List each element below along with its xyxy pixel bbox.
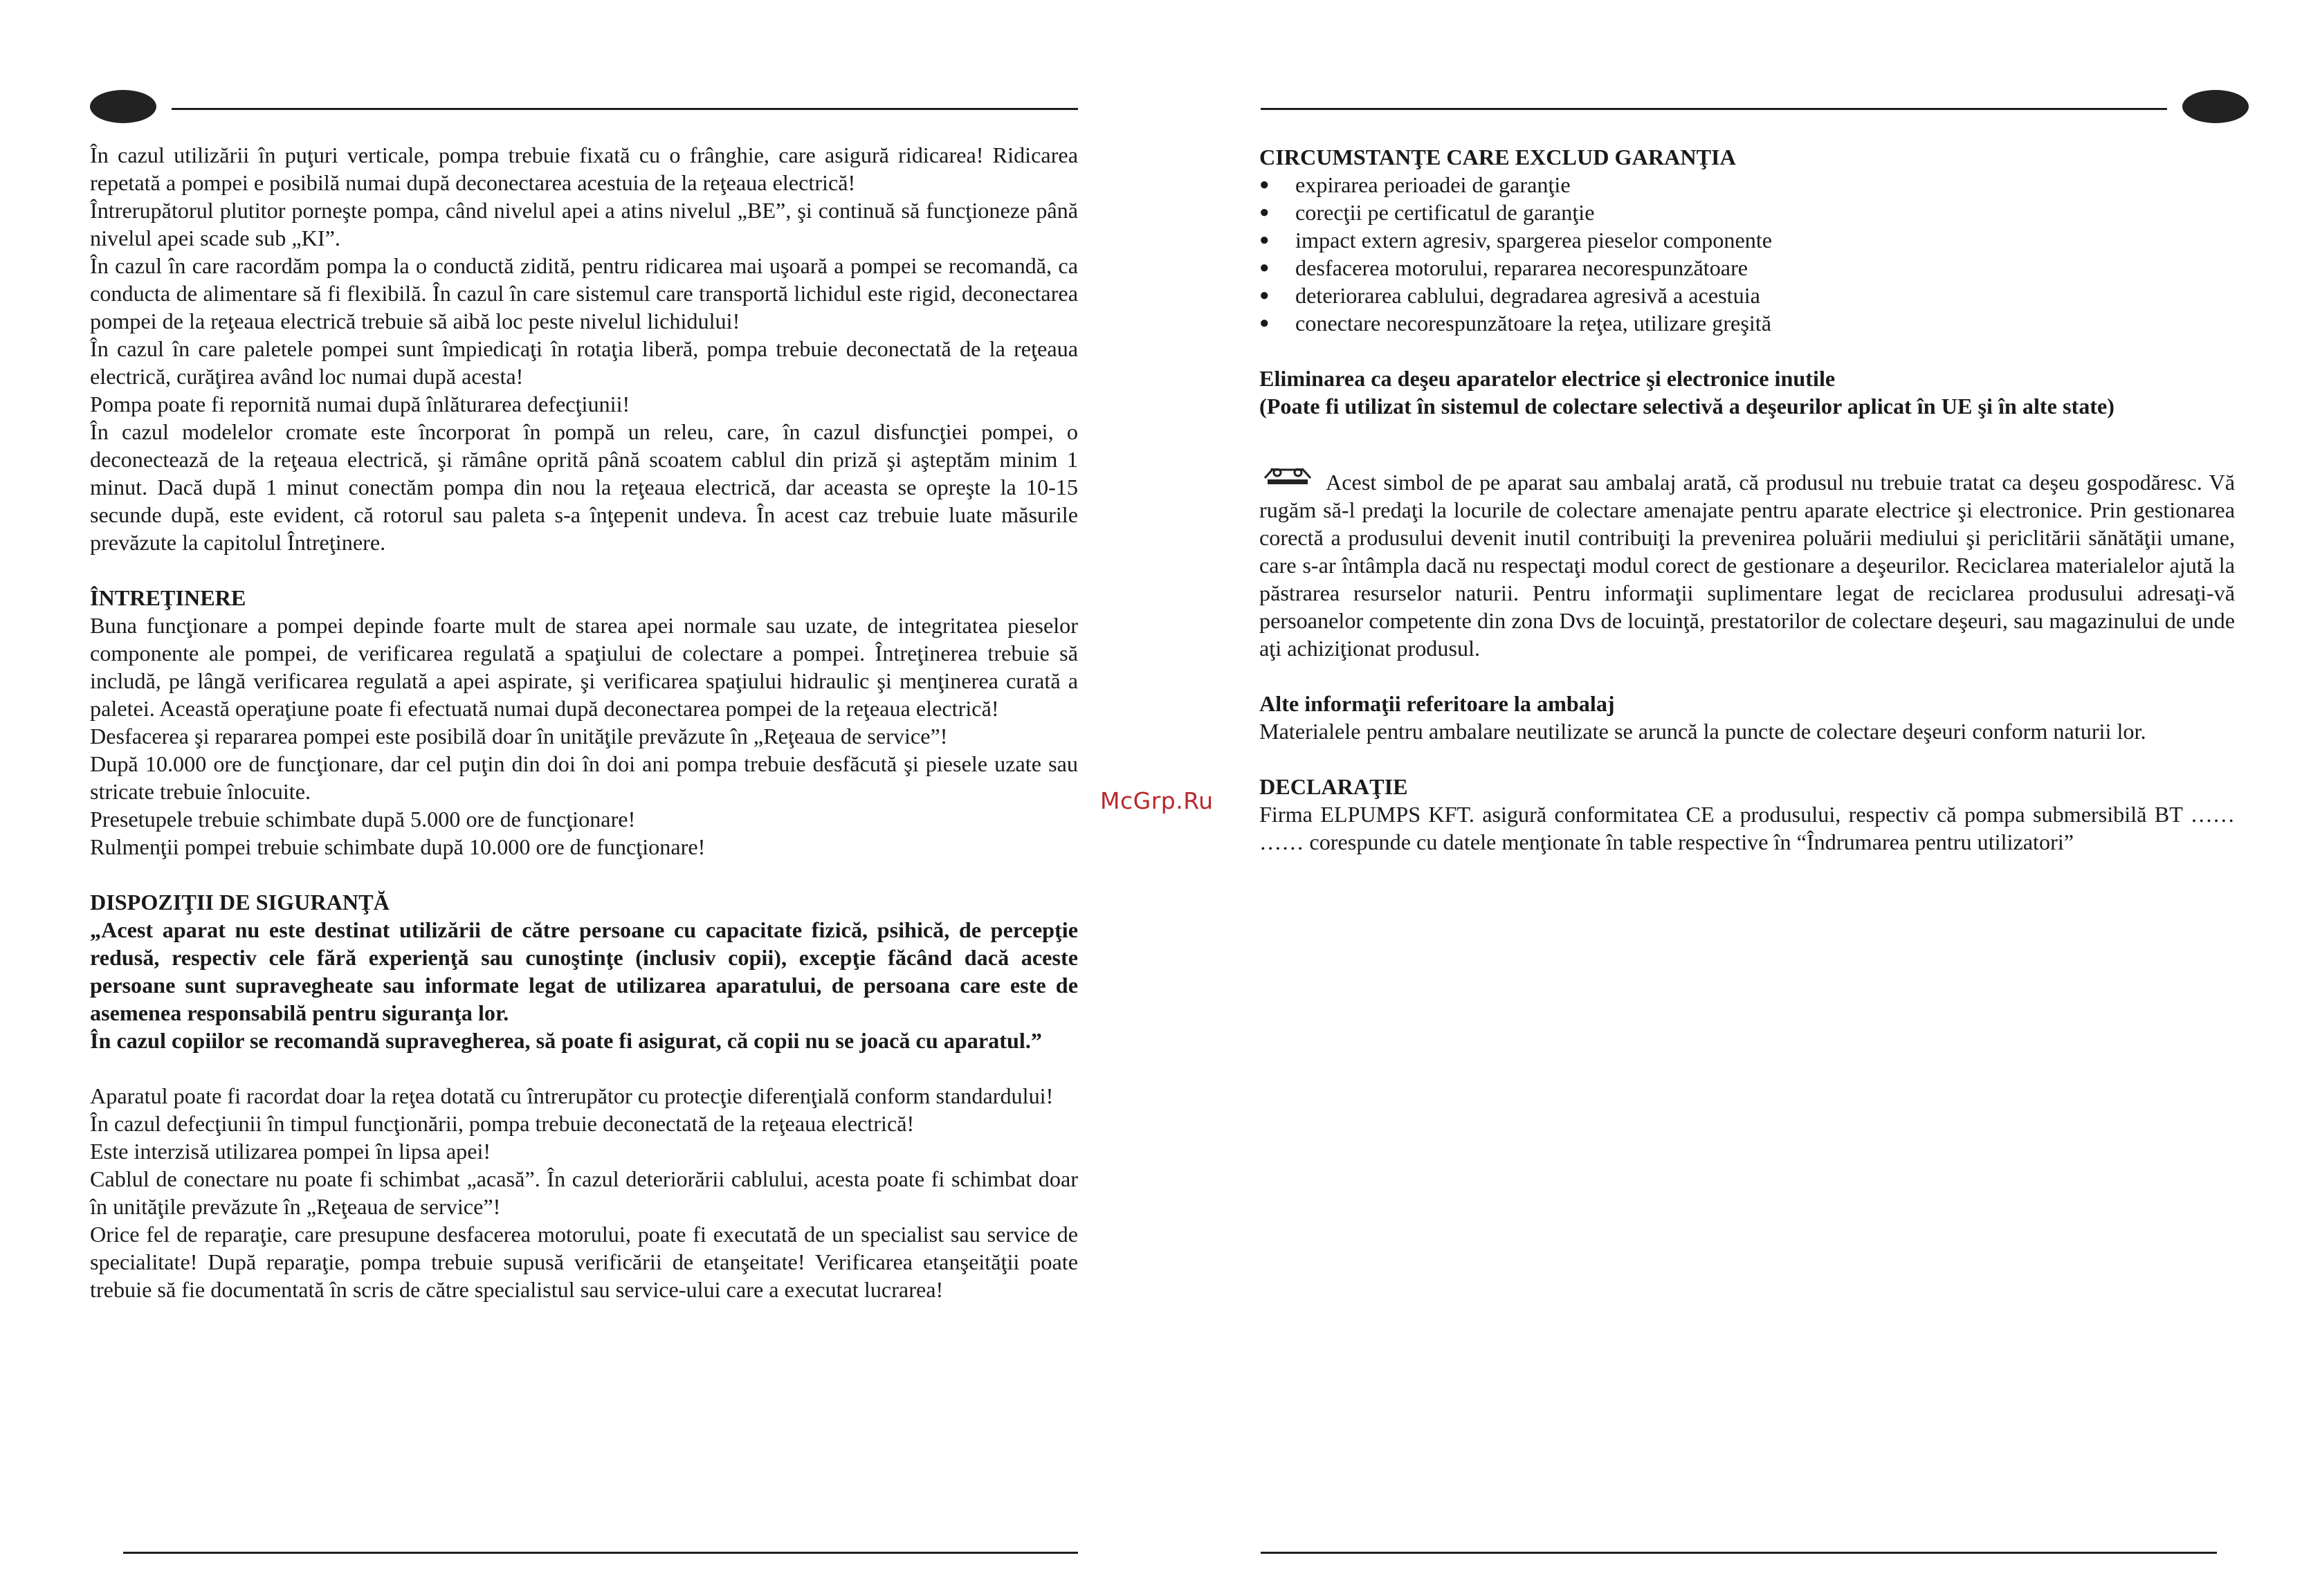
safety-paragraph: Cablul de conectare nu poate fi schimbat „acasă”. În cazul deteriorării cablului, acesta poate fi schimbat doar în unităţile prevăzute în „Reţeaua de service”! [90,1166,1078,1219]
intro-paragraph: Pompa poate fi repornită numai după înlăturarea defecţiunii! [90,392,630,416]
disposal-text: Acest simbol de pe aparat sau ambalaj arată, că produsul nu trebuie tratat ca deşeu gospodăresc. Vă rugăm să-l predaţi la locurile de colectare amenajate pentru aparate electrice şi electronice. Prin gestionarea corectă a produsului devenit inutil contribuiţi la prevenirea poluării mediului şi periclitării sănătăţii umane, care s-ar întâmpla dacă nu respectaţi modul corect de gestionare a deşeurilor. Reciclarea materialelor ajută la păstrarea resurselor naturii. Pentru informaţii suplimentare legat de reciclarea produsului adresaţi-vă persoanelor competente din zona Dvs de locuinţă, prestatorilor de colectare deşeuri, sau magazinului de unde aţi achiziţionat produsul. [1259,470,2235,661]
declaration-text: Firma ELPUMPS KFT. asigură conformitatea CE a produsului, respectiv că pompa submersibilă BT …… …… corespunde cu datele menţionate în table respective în “Îndrumarea pentru utilizatori” [1259,802,2235,854]
safety-paragraph: Este interzisă utilizarea pompei în lipsa apei! [90,1139,491,1164]
warranty-item: ● impact extern agresiv, spargerea pieselor componente [1259,226,2235,254]
safety-paragraph: În cazul defecţiunii în timpul funcţionării, pompa trebuie deconectată de la reţeaua electrică! [90,1111,915,1136]
right-page [1160,0,2320,1596]
header-rule [1261,108,2167,110]
intro-paragraph: În cazul modelelor cromate este încorporat în pompă un releu, care, în cazul disfuncţiei pompei, o deconectează de la reţeaua electrică, şi rămâne oprită până scoatem cablul din priză şi aşteptăm minim 1 minut. Dacă după 1 minut conectăm pompa din nou la reţeaua electrică, dar aceasta se opreşte la 10-15 secunde după, este evident, că rotorul sau paleta s-a înţepenit undeva. În acest caz trebuie luate măsurile prevăzute la capitolul Întreţinere. [90,419,1078,555]
crossed-bin-icon [1259,468,1316,485]
warranty-item: ● conectare necorespunzătoare la reţea, utilizare greşită [1259,309,2235,337]
footer-rule [1261,1552,2217,1554]
intro-paragraph: În cazul utilizării în puţuri verticale, pompa trebuie fixată cu o frânghie, care asigură ridicarea! Ridicarea repetată a pompei e posibilă numai după deconectarea acestuia de la reţeaua electrică! [90,143,1078,195]
header-rule [172,108,1078,110]
page-number-marker [90,90,156,123]
warranty-item: ● corecţii pe certificatul de garanţie [1259,199,2235,226]
intro-paragraph: Întrerupătorul plutitor porneşte pompa, când nivelul apei a atins nivelul „BE”, şi continuă să funcţioneze până nivelul apei scade sub „KI”. [90,198,1078,250]
safety-warning: „Acest aparat nu este destinat utilizării de către persoane cu capacitate fizică, psihică, de percepţie redusă, respectiv cele fără experienţă sau cunoştinţe (inclusiv copii), excepţie făcând dacă aceste persoane sunt supravegheate sau informate legat de utilizarea aparatului, de persoana care este de asemenea responsabilă pentru siguranţa lor. [90,917,1078,1025]
warranty-item: ● expirarea perioadei de garanţie [1259,171,2235,199]
intro-paragraph: În cazul în care paletele pompei sunt împiedicaţi în rotaţia liberă, pompa trebuie deconectată de la reţeaua electrică, curăţirea având loc numai după acesta! [90,336,1078,389]
footer-rule [123,1552,1078,1554]
packaging-text: Materialele pentru ambalare neutilizate se aruncă la puncte de colectare deşeuri conform naturii lor. [1259,719,2146,744]
maintenance-paragraph: Buna funcţionare a pompei depinde foarte mult de starea apei normale sau uzate, de integritatea pieselor componente ale pompei, de verificarea regulată a spaţiului de colectare a pompei. Întreţinerea trebuie să includă, pe lângă verificarea regulată a apei aspirate, şi verificarea spaţiului hidraulic şi menţinerea curată a paletei. Această operaţiune poate fi efectuată numai după deconectarea pompei de la reţeaua electrică! [90,613,1078,721]
right-column [1259,143,2235,856]
maintenance-paragraph: Presetupele trebuie schimbate după 5.000 ore de funcţionare! [90,807,636,832]
maintenance-paragraph: După 10.000 ore de funcţionare, dar cel puţin din doi în doi ani pompa trebuie desfăcută şi piesele uzate sau stricate trebuie înlocuite. [90,751,1078,804]
safety-paragraph: Orice fel de reparaţie, care presupune desfacerea motorului, poate fi executată de un specialist sau service de specialitate! După reparaţie, pompa trebuie supusă verificării de etanşeitate! Verificarea etanşeităţii poate trebuie să fie documentată în scris de către specialistul sau service-ului care a executat lucrarea! [90,1222,1078,1302]
disposal-heading: Eliminarea ca deşeu aparatelor electrice şi electronice inutile [1259,366,1836,391]
page-number-marker [2182,90,2249,123]
disposal-subheading: (Poate fi utilizat în sistemul de colectare selectivă a deşeurilor aplicat în UE şi în alte state) [1259,394,2115,419]
safety-paragraph: Aparatul poate fi racordat doar la reţea dotată cu întrerupător cu protecţie diferenţială conform standardului! [90,1083,1054,1108]
intro-paragraph: În cazul în care racordăm pompa la o conductă zidită, pentru ridicarea mai uşoară a pompei se recomandă, ca conducta de alimentare să fi flexibilă. În cazul în care sistemul care transportă lichidul este rigid, deconectarea pompei de la reţeaua electrică trebuie să aibă loc peste nivelul lichidului! [90,253,1078,333]
packaging-heading: Alte informaţii referitoare la ambalaj [1259,691,1615,716]
safety-warning: În cazul copiilor se recomandă supravegherea, să poate fi asigurat, că copii nu se joacă cu aparatul.” [90,1028,1042,1053]
maintenance-paragraph: Desfacerea şi repararea pompei este posibilă doar în unităţile prevăzute în „Reţeaua de service”! [90,724,948,749]
left-column [90,141,1078,1303]
watermark: McGrp.Ru [1100,787,1214,814]
warranty-item: ● desfacerea motorului, repararea necorespunzătoare [1259,254,2235,282]
warranty-list [1259,171,2235,337]
maintenance-paragraph: Rulmenţii pompei trebuie schimbate după 10.000 ore de funcţionare! [90,834,706,859]
safety-heading: DISPOZIŢII DE SIGURANŢĂ [90,890,390,915]
disposal-block [1259,468,2235,662]
declaration-heading: DECLARAŢIE [1259,774,1408,799]
warranty-heading: CIRCUMSTANŢE CARE EXCLUD GARANŢIA [1259,145,1736,169]
maintenance-heading: ÎNTREŢINERE [90,585,246,610]
warranty-item: ● deteriorarea cablului, degradarea agresivă a acestuia [1259,282,2235,309]
